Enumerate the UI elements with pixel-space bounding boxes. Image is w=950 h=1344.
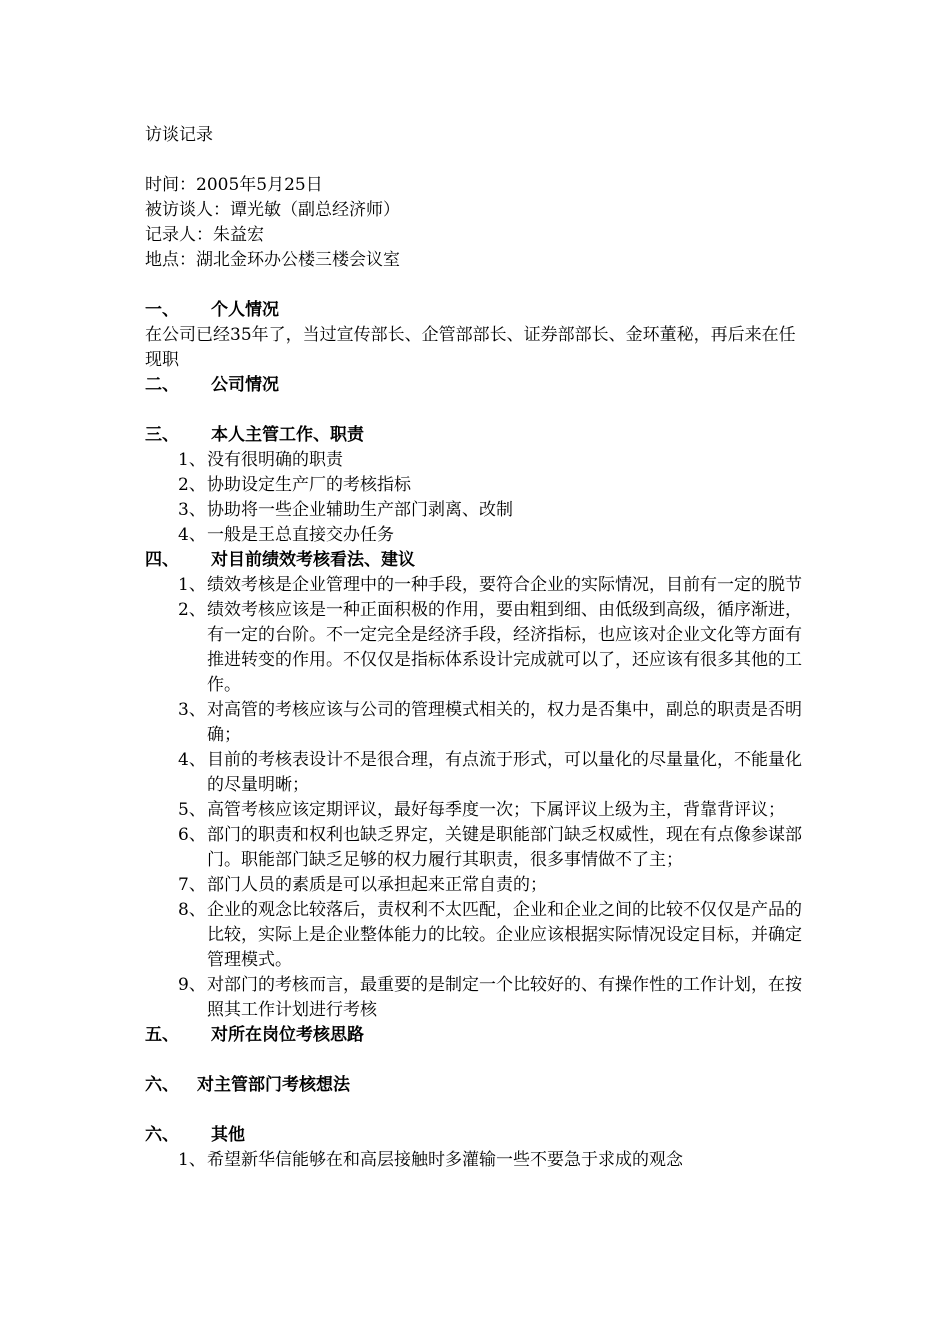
list-item: 1、 绩效考核是企业管理中的一种手段，要符合企业的实际情况，目前有一定的脱节 <box>178 575 802 595</box>
section-body: 在公司已经35年了，当过宣传部长、企管部部长、证券部部长、金环董秘，再后来在任现职 <box>145 325 796 370</box>
list-item: 1、 没有很明确的职责 <box>178 450 343 470</box>
list-item: 5、 高管考核应该定期评议，最好每季度一次；下属评议上级为主，背靠背评议； <box>178 800 785 820</box>
section-heading: 三、 本人主管工作、职责 <box>145 425 364 445</box>
section-heading: 一、 个人情况 <box>145 300 279 320</box>
list-item: 2、 绩效考核应该是一种正面积极的作用，要由粗到细、由低级到高级，循序渐进，有一定的台阶。不一定完全是经济手段，经济指标，也应该对企业文化等方面有推进转变的作用。不仅仅是指标体系设计完成就可以了，还应该有很多其他的工作。 <box>178 600 802 695</box>
list-item: 8、 企业的观念比较落后，责权利不太匹配，企业和企业之间的比较不仅仅是产品的比较，实际上是企业整体能力的比较。企业应该根据实际情况设定目标，并确定管理模式。 <box>178 900 802 970</box>
section-heading: 五、 对所在岗位考核思路 <box>145 1025 364 1045</box>
list-item: 9、 对部门的考核而言，最重要的是制定一个比较好的、有操作性的工作计划，在按照其工作计划进行考核 <box>178 975 802 1020</box>
list-item: 7、 部门人员的素质是可以承担起来正常自责的； <box>178 875 547 895</box>
list-item: 4、 目前的考核表设计不是很合理，有点流于形式，可以量化的尽量量化，不能量化的尽量明晰； <box>178 750 802 795</box>
section-heading: 二、 公司情况 <box>145 375 279 395</box>
section-heading: 四、 对目前绩效考核看法、建议 <box>145 550 415 570</box>
doc-title: 访谈记录 <box>145 125 213 145</box>
document-page <box>145 123 807 1173</box>
list-item: 2、 协助设定生产厂的考核指标 <box>178 475 411 495</box>
section-heading: 六、 对主管部门考核想法 <box>145 1075 350 1095</box>
list-item: 3、 对高管的考核应该与公司的管理模式相关的，权力是否集中，副总的职责是否明确； <box>178 700 802 745</box>
meta-recorder: 记录人：朱益宏 <box>145 225 264 245</box>
meta-time: 时间：2005年5月25日 <box>145 175 323 195</box>
list-item: 1、 希望新华信能够在和高层接触时多灌输一些不要急于求成的观念 <box>178 1150 683 1170</box>
list-item: 6、 部门的职责和权利也缺乏界定，关键是职能部门缺乏权威性，现在有点像参谋部门。职能部门缺乏足够的权力履行其职责，很多事情做不了主； <box>178 825 802 870</box>
list-item: 3、 协助将一些企业辅助生产部门剥离、改制 <box>178 500 513 520</box>
list-item: 4、 一般是王总直接交办任务 <box>178 525 394 545</box>
section-heading: 六、 其他 <box>145 1125 245 1145</box>
meta-location: 地点：湖北金环办公楼三楼会议室 <box>145 250 400 270</box>
meta-interviewee: 被访谈人：谭光敏（副总经济师） <box>145 200 400 220</box>
